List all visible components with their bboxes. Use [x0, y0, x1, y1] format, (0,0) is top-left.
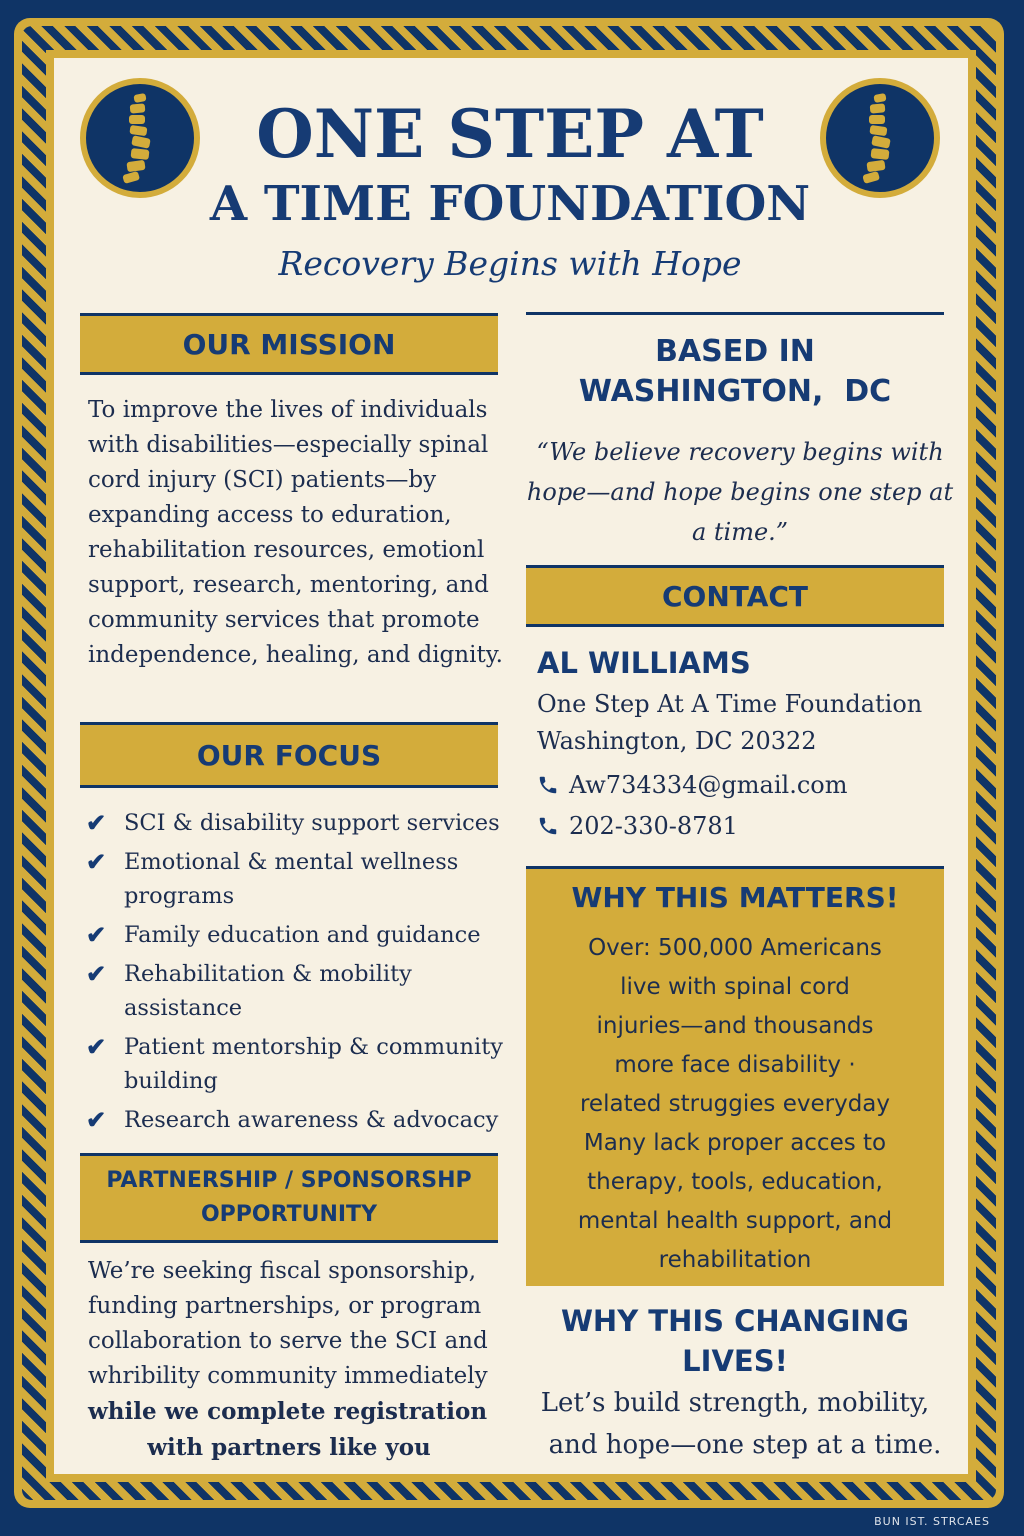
- check-icon: ✔: [86, 847, 107, 876]
- footer-note: BUN IST. STRCAES: [874, 1515, 990, 1528]
- mission-text: To improve the lives of individuals with disabilities—especially spinal cord injury (SCI) patients—by expanding access to eduration, rehabilitation resources, emotionl support, research, mentoring, and community services that promote independence, healing, and dignity.: [88, 397, 503, 668]
- why-matters-line: injuries—and thousands: [596, 1013, 874, 1039]
- focus-heading: [80, 722, 498, 788]
- partnership-text-main: We’re seeking fiscal sponsorship, funding partnerships, or program collaboration to serve the SCI and whribility community immediately: [88, 1258, 488, 1389]
- partnership-text: [88, 1254, 508, 1430]
- contact-heading-text: CONTACT: [661, 579, 809, 613]
- partnership-heading: [80, 1153, 498, 1243]
- contact-heading: [526, 565, 944, 627]
- why-changing-heading-2: LIVES!: [682, 1344, 788, 1378]
- focus-item: [86, 957, 526, 1025]
- why-matters-line: mental health support, and: [577, 1208, 893, 1234]
- title-line-1: ONE STEP AT: [256, 95, 764, 173]
- focus-item: [86, 845, 526, 913]
- focus-heading-text: OUR FOCUS: [196, 738, 382, 772]
- spine-medallion-left: [80, 78, 200, 198]
- focus-item-text: Research awareness & advocacy: [124, 1107, 499, 1133]
- why-matters-line: Over: 500,000 Americans: [588, 935, 882, 961]
- why-changing-heading-1: WHY THIS CHANGING: [560, 1304, 910, 1338]
- contact-phone-row[interactable]: [537, 812, 738, 843]
- contact-address: Washington, DC 20322: [537, 727, 817, 755]
- tagline: Recovery Begins with Hope: [278, 244, 742, 283]
- divider-rule: [526, 312, 944, 315]
- focus-item: [86, 806, 526, 840]
- contact-phone[interactable]: 202-330-8781: [569, 812, 738, 840]
- mission-heading: [80, 313, 498, 375]
- phone-icon: [537, 815, 561, 843]
- phone-icon: [537, 774, 561, 802]
- partnership-closing: with partners like you: [147, 1434, 431, 1461]
- contact-org: One Step At A Time Foundation: [537, 690, 923, 718]
- contact-email[interactable]: Aw734334@gmail.com: [569, 771, 848, 799]
- spine-medallion-right: [820, 78, 940, 198]
- spine-icon: [826, 84, 934, 192]
- why-changing-line-2: and hope—one step at a time.: [548, 1430, 942, 1460]
- location-line-1: BASED IN: [655, 334, 815, 369]
- focus-item-text: Family education and guidance: [124, 922, 481, 948]
- focus-item-text: SCI & disability support services: [124, 810, 500, 836]
- spine-icon: [86, 84, 194, 192]
- check-icon: ✔: [86, 959, 107, 988]
- why-changing-line-1: Let’s build strength, mobility,: [540, 1388, 930, 1418]
- why-matters-heading: WHY THIS MATTERS!: [571, 881, 899, 914]
- why-matters-line: related struggies everyday: [579, 1091, 891, 1117]
- partnership-text-bold: while we complete registration: [88, 1398, 488, 1425]
- focus-list: [86, 806, 526, 1142]
- focus-item-text: Rehabilitation & mobility assistance: [124, 961, 412, 1021]
- partnership-heading-line2: OPPORTUNITY: [200, 1202, 377, 1227]
- why-matters-line: Many lack proper acces to: [583, 1130, 887, 1156]
- contact-email-row[interactable]: [537, 771, 847, 802]
- partnership-heading-line1: PARTNERSHIP / SPONSORSHP: [106, 1168, 472, 1193]
- why-matters-line: live with spinal cord: [620, 974, 850, 1000]
- check-icon: ✔: [86, 1105, 107, 1134]
- mission-heading-text: OUR MISSION: [182, 327, 396, 361]
- check-icon: ✔: [86, 920, 107, 949]
- focus-item: [86, 918, 526, 952]
- why-matters-text: [526, 929, 944, 1280]
- focus-item: [86, 1103, 526, 1137]
- why-matters-line: rehabilitation: [658, 1247, 812, 1273]
- title-line-2: A TIME FOUNDATION: [209, 176, 811, 232]
- check-icon: ✔: [86, 808, 107, 837]
- why-matters-line: therapy, tools, education,: [587, 1169, 883, 1195]
- why-matters-box: [526, 866, 944, 1286]
- location-line-2: WASHINGTON, DC: [578, 374, 892, 409]
- contact-name: AL WILLIAMS: [537, 646, 751, 680]
- why-matters-line: more face disability ·: [614, 1052, 856, 1078]
- location-quote: “We believe recovery begins with hope—and hope begins one step at a time.”: [526, 438, 954, 546]
- focus-item-text: Emotional & mental wellness programs: [124, 849, 459, 909]
- check-icon: ✔: [86, 1032, 107, 1061]
- focus-item: [86, 1030, 526, 1098]
- focus-item-text: Patient mentorship & community building: [124, 1034, 503, 1094]
